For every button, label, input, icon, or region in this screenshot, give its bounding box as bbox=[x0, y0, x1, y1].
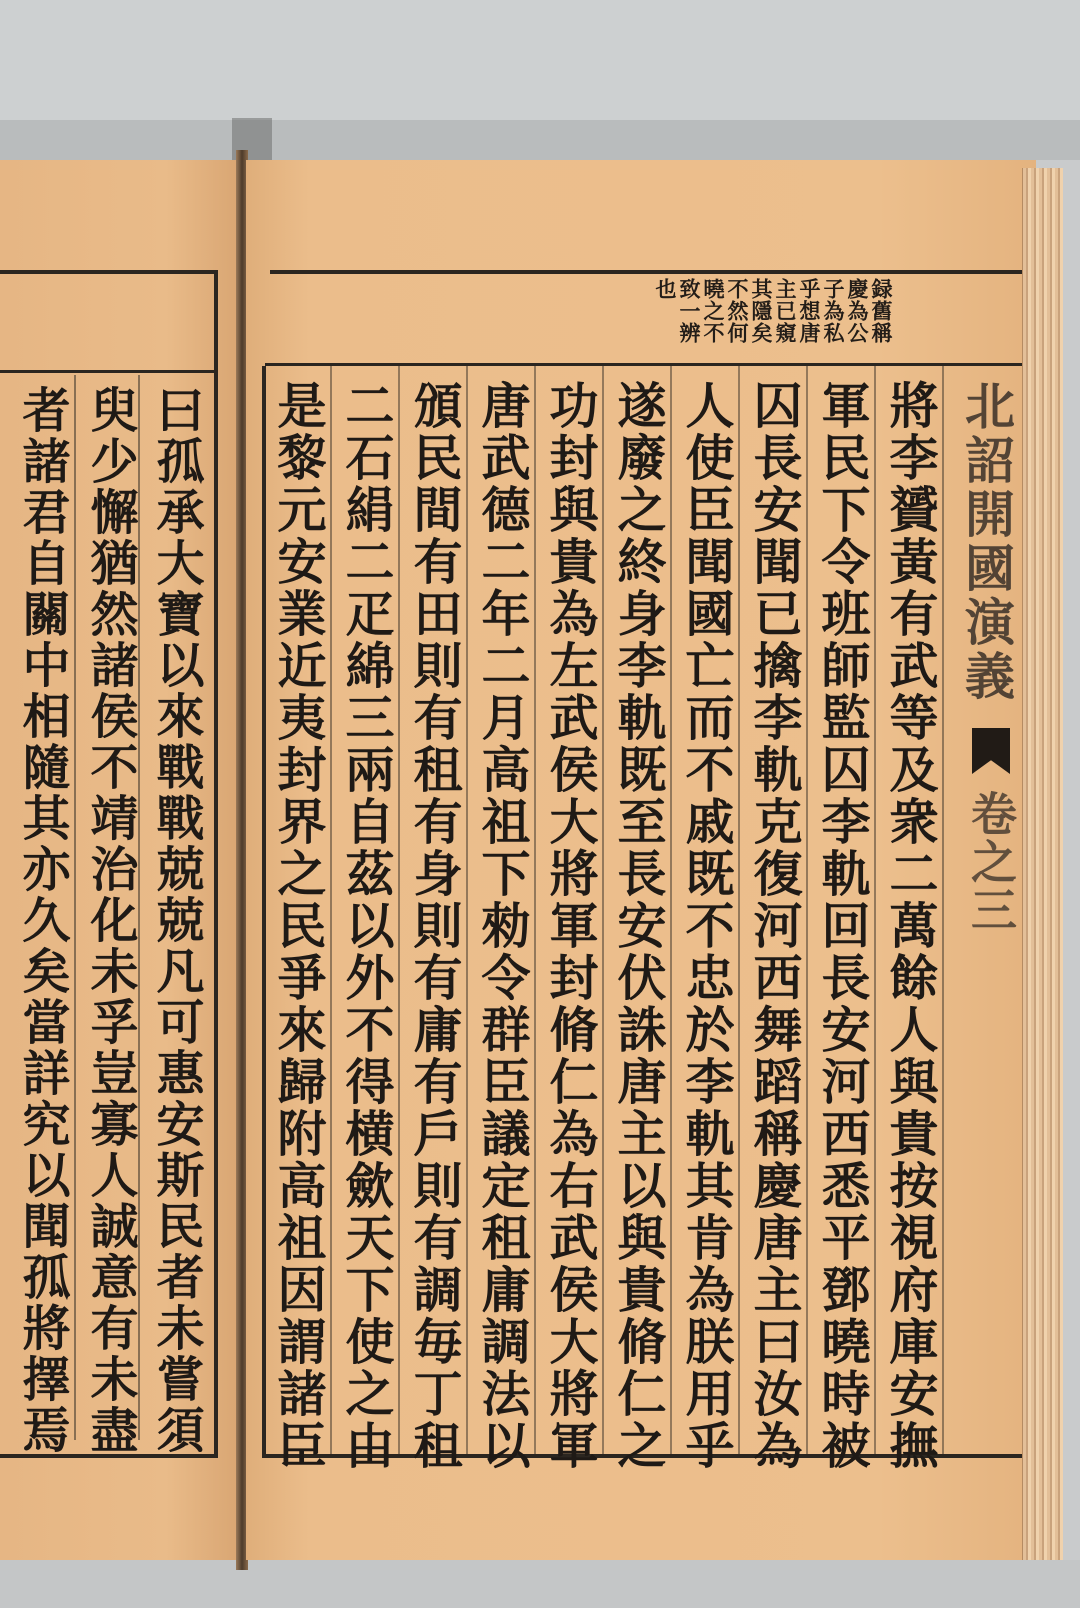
text-column: 功封與貴為左武侯大將軍封脩仁為右武侯大將軍 bbox=[542, 380, 600, 1472]
column-rule bbox=[670, 366, 672, 1454]
left-text-column: 曰孤承大寶以來戰戰兢兢凡可惠安斯民者未嘗須 bbox=[148, 385, 204, 1456]
note-column: 不然何 bbox=[725, 278, 750, 344]
text-column: 將李贇黃有武等及衆二萬餘人與貴按視府庫安撫 bbox=[882, 380, 940, 1472]
backdrop-bottom bbox=[0, 1560, 1080, 1608]
column-rule bbox=[534, 366, 536, 1454]
backdrop-shadow bbox=[0, 120, 1080, 160]
column-rule bbox=[738, 366, 740, 1454]
left-text-column: 臾少懈猶然諸侯不靖治化未孚豈寡人誠意有未盡 bbox=[82, 385, 138, 1456]
page-edges bbox=[1022, 168, 1063, 1560]
left-page-inner-rule bbox=[0, 370, 214, 373]
text-column: 二石絹二疋綿三兩自茲以外不得横歛天下使之由 bbox=[338, 380, 396, 1472]
left-column-rule bbox=[138, 375, 140, 1440]
column-rule bbox=[330, 366, 332, 1454]
text-column: 人使臣聞國亡而不戚既不忠於李軌其肯為朕用乎 bbox=[678, 380, 736, 1472]
text-column: 軍民下令班師監囚李軌回長安河西悉平鄧曉時被 bbox=[814, 380, 872, 1472]
note-column: 録舊稱 bbox=[869, 278, 894, 344]
banner-chapter: 卷之三 bbox=[964, 790, 1018, 934]
note-column: 慶為公 bbox=[845, 278, 870, 344]
column-rule bbox=[398, 366, 400, 1454]
note-column: 也 bbox=[653, 278, 678, 300]
note-column: 致一辨 bbox=[677, 278, 702, 344]
note-column: 曉之不 bbox=[701, 278, 726, 344]
banner-rule bbox=[942, 366, 944, 1454]
backdrop-top bbox=[0, 0, 1080, 120]
text-column: 遂廢之終身李軌既至長安伏誅唐主以與貴脩仁之 bbox=[610, 380, 668, 1472]
column-rule bbox=[466, 366, 468, 1454]
column-rule bbox=[874, 366, 876, 1454]
left-text-column: 者諸君自關中相隨其亦久矣當詳究以聞孤將擇焉 bbox=[14, 385, 70, 1456]
note-column: 子為私 bbox=[821, 278, 846, 344]
note-column: 主已窺 bbox=[773, 278, 798, 344]
banner-title: 北詔開國演義 bbox=[957, 380, 1016, 704]
text-column: 囚長安聞已擒李軌克復河西舞蹈稱慶唐主曰汝為 bbox=[746, 380, 804, 1472]
text-column: 唐武德二年二月高祖下勑令群臣議定租庸調法以 bbox=[474, 380, 532, 1472]
note-column: 乎想唐 bbox=[797, 278, 822, 344]
text-column: 頒民間有田則有租有身則有庸有戶則有調毎丁租 bbox=[406, 380, 464, 1472]
column-rule bbox=[602, 366, 604, 1454]
column-rule bbox=[806, 366, 808, 1454]
left-column-rule bbox=[74, 375, 76, 1440]
right-page-top-rule bbox=[270, 270, 1022, 274]
text-column: 是黎元安業近夷封界之民爭來歸附高祖因謂諸臣 bbox=[270, 380, 328, 1472]
note-column: 其隱矣 bbox=[749, 278, 774, 344]
